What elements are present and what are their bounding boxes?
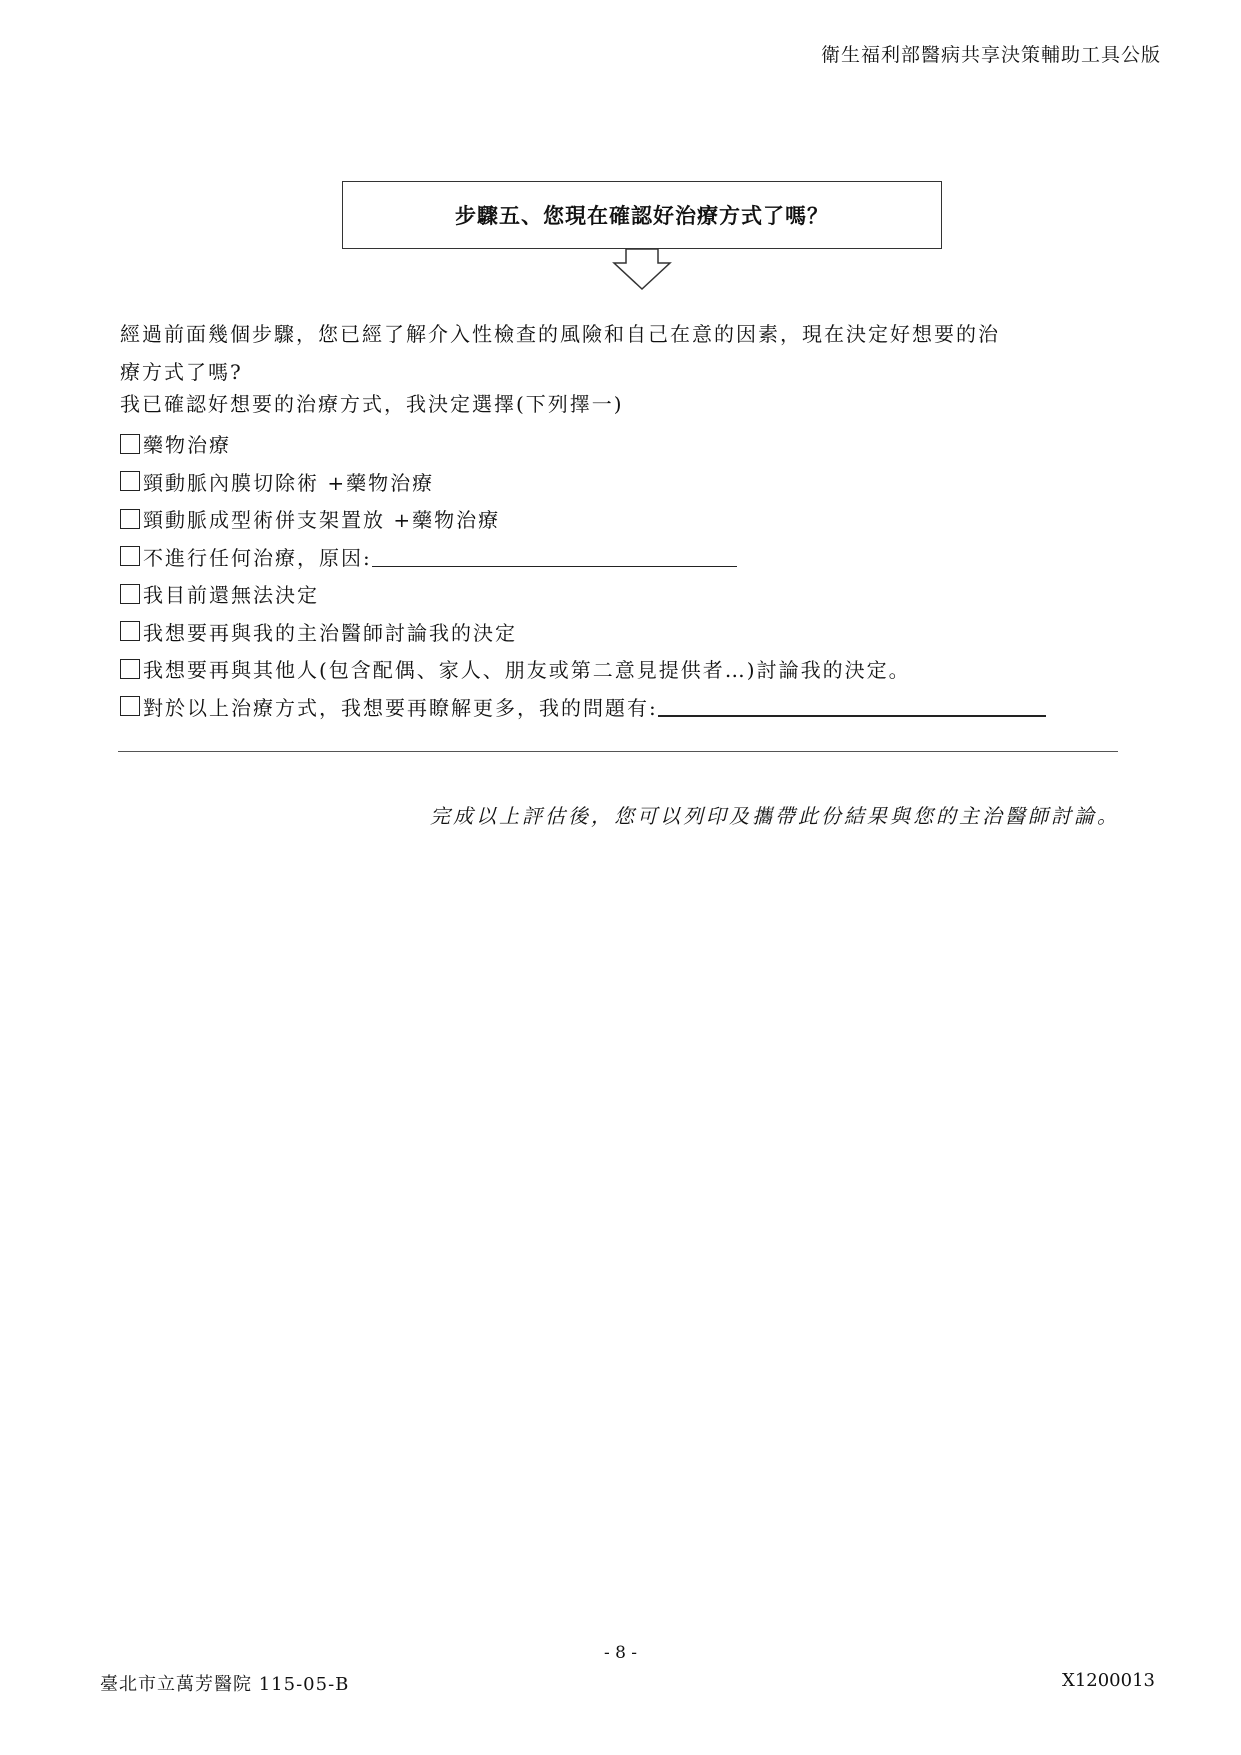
intro-paragraph (120, 315, 1120, 391)
option-label: 頸動脈成型術併支架置放 +藥物治療 (143, 508, 501, 533)
checkbox[interactable] (120, 434, 140, 454)
completion-note: 完成以上評估後，您可以列印及攜帶此份結果與您的主治醫師討論。 (430, 804, 1120, 828)
reason-blank-line[interactable] (372, 546, 737, 567)
intro-line-2: 療方式了嗎? (120, 360, 243, 384)
questions-blank-line[interactable] (658, 695, 1046, 717)
intro-line-1: 經過前面幾個步驟，您已經了解介入性檢查的風險和自己在意的因素，現在決定好想要的治 (120, 322, 1000, 346)
option-medication[interactable] (120, 425, 1120, 463)
treatment-options (120, 425, 1120, 725)
option-label: 我想要再與我的主治醫師討論我的決定 (143, 620, 517, 645)
checkbox[interactable] (120, 471, 140, 491)
option-label: 藥物治療 (143, 433, 231, 458)
option-discuss-others[interactable] (120, 650, 1120, 688)
section-divider (118, 751, 1118, 752)
option-label: 我想要再與其他人(包含配偶、家人、朋友或第二意見提供者…)討論我的決定。 (143, 658, 911, 683)
checkbox[interactable] (120, 696, 140, 716)
footer-code: X1200013 (1062, 1670, 1155, 1691)
decision-prompt: 我已確認好想要的治療方式，我決定選擇(下列擇一) (120, 392, 624, 416)
option-label: 不進行任何治療，原因: (143, 545, 372, 570)
option-undecided[interactable] (120, 575, 1120, 613)
checkbox[interactable] (120, 509, 140, 529)
checkbox[interactable] (120, 546, 140, 566)
step-title: 步驟五、您現在確認好治療方式了嗎？ (455, 203, 829, 228)
option-discuss-doctor[interactable] (120, 613, 1120, 651)
checkbox[interactable] (120, 621, 140, 641)
footer-hospital: 臺北市立萬芳醫院 115-05-B (100, 1674, 350, 1695)
checkbox[interactable] (120, 659, 140, 679)
option-more-questions[interactable] (120, 688, 1120, 726)
option-no-treatment[interactable] (120, 538, 1120, 576)
step-title-box (342, 181, 942, 249)
option-stenting[interactable] (120, 500, 1120, 538)
down-arrow-icon (612, 249, 672, 291)
page-number: - 8 - (603, 1643, 638, 1663)
document-header: 衛生福利部醫病共享決策輔助工具公版 (820, 44, 1161, 66)
option-label: 對於以上治療方式，我想要再瞭解更多，我的問題有: (143, 695, 658, 720)
checkbox[interactable] (120, 584, 140, 604)
option-label: 我目前還無法決定 (143, 583, 319, 608)
option-endarterectomy[interactable] (120, 463, 1120, 501)
option-label: 頸動脈內膜切除術 +藥物治療 (143, 470, 435, 495)
